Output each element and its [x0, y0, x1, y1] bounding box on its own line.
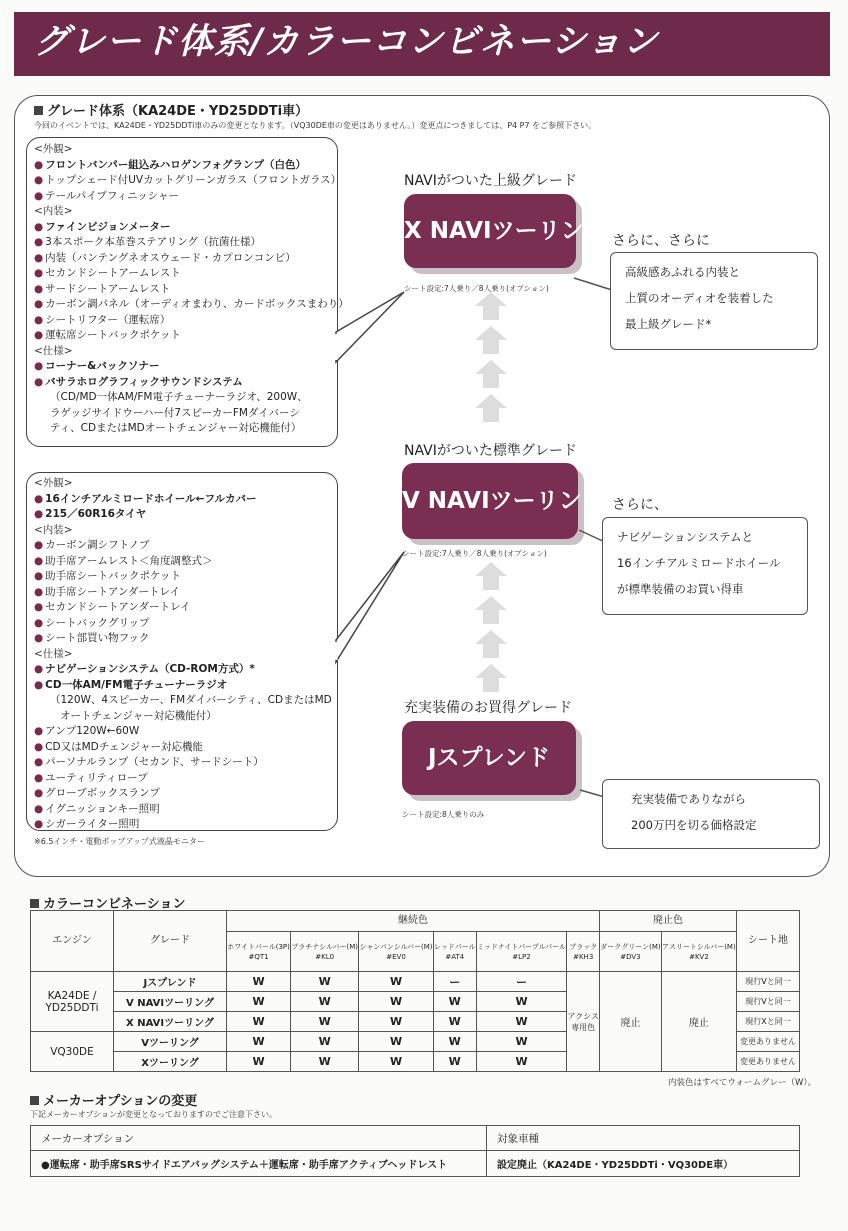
grade-section-title: グレード体系（KA24DE・YD25DDTi車）: [34, 100, 308, 119]
callout-x-line: 最上級グレード*: [625, 317, 712, 331]
color-cell: W: [476, 1012, 567, 1032]
th-discontinued: 廃止色: [600, 911, 737, 932]
callout-j-line: 充実装備でありながら: [631, 792, 746, 806]
color-cell: W: [359, 992, 434, 1012]
v-navi-features-list: [34, 476, 332, 833]
feature-line: <仕様>: [34, 647, 73, 660]
bullet-icon: ●: [34, 771, 44, 784]
bullet-icon: ●: [34, 282, 44, 295]
grade-cell: Vツーリング: [114, 1032, 227, 1052]
color-cell: W: [359, 1052, 434, 1072]
feature-line: ● カーボン調パネル（オーディオまわり、カードボックスまわり）: [34, 298, 349, 310]
th-color: アスリートシルバー(M) #KV2: [661, 932, 736, 972]
color-cell: ー: [476, 972, 567, 992]
color-cell: W: [476, 1052, 567, 1072]
grade-cell: Xツーリング: [114, 1052, 227, 1072]
th-color: レッドパール #AT4: [433, 932, 476, 972]
bullet-icon: ●: [34, 818, 44, 830]
bullet-icon: ●: [34, 632, 44, 644]
bullet-icon: ●: [34, 508, 44, 520]
feature-line: （CD/MD一体AM/FM電子チューナーラジオ、200W、: [50, 391, 308, 403]
grade-x-label: NAVIがついた上級グレード: [404, 173, 577, 189]
option-target: 設定廃止（KA24DE・YD25DDTi・VQ30DE車）: [487, 1151, 800, 1177]
maker-option-table: [30, 1125, 800, 1177]
feature-line: ● パーソナルランプ（セカンド、サードシート）: [34, 756, 264, 768]
bullet-icon: ●: [34, 267, 44, 279]
feature-line: ● テールパイプフィニッシャー: [34, 189, 179, 202]
seat-cell: 現行Xと同一: [737, 1012, 800, 1032]
feature-line: <内装>: [34, 523, 73, 536]
color-cell: W: [227, 1052, 291, 1072]
color-cell: W: [227, 1032, 291, 1052]
option-section-note: 下記メーカーオプションが変更となっておりますのでご注意下さい。: [30, 1110, 277, 1119]
bullet-icon: ●: [34, 678, 44, 691]
bullet-icon: ●: [34, 554, 44, 567]
callout-x-line: 上質のオーディオを装着した: [625, 291, 774, 305]
grade-v-navi-touring: V NAVIツーリング: [402, 463, 578, 539]
callout-j-box: [602, 779, 820, 849]
callout-v-line: ナビゲーションシステムと: [617, 530, 754, 544]
option-item: ●運転席・助手席SRSサイドエアバッグシステム＋運転席・助手席アクティブヘッドレスト: [31, 1151, 487, 1177]
callout-x-box: [610, 252, 818, 350]
th-color: ダークグリーン(M) #DV3: [600, 932, 662, 972]
seat-cell: 変更ありません: [737, 1032, 800, 1052]
feature-line: ● セカンドシートアームレスト: [34, 267, 181, 279]
bullet-icon: ●: [34, 787, 44, 799]
th-color: プラチナシルバー(M) #KL0: [291, 932, 359, 972]
feature-line: ● 16インチアルミロードホイール←フルカバー: [34, 492, 257, 505]
feature-line: ● 3本スポーク本革巻ステアリング（抗菌仕様）: [34, 236, 262, 248]
grade-x-seat: シート設定:7人乗り／8人乗り(オプション): [404, 284, 549, 293]
grade-v-label: NAVIがついた標準グレード: [404, 443, 577, 459]
engine-cell: VQ30DE: [31, 1032, 114, 1072]
grade-v-seat: シート設定:7人乗り／8人乗り(オプション): [402, 549, 547, 558]
bullet-icon: ●: [34, 539, 44, 551]
feature-line: ● バサラホログラフィックサウンドシステム: [34, 375, 243, 388]
feature-line: ● シートバックグリップ: [34, 616, 150, 629]
th-color: ホワイトパール(3P) #QT1: [227, 932, 291, 972]
feature-line: ● 運転席シートバックポケット: [34, 329, 181, 341]
upgrade-arrows-upper: [475, 292, 507, 422]
feature-line: ● シートリフター（運転席）: [34, 313, 171, 326]
feature-line: <外観>: [34, 477, 73, 489]
bullet-icon: ●: [34, 492, 44, 505]
color-cell: W: [433, 1012, 476, 1032]
feature-line: ● CD一体AM/FM電子チューナーラジオ: [34, 678, 228, 691]
feature-line: ● カーボン調シフトノブ: [34, 539, 150, 551]
feature-line: ● コーナー&バックソナー: [34, 360, 160, 372]
bullet-icon: ●: [34, 740, 44, 753]
bullet-icon: ●: [34, 616, 44, 629]
x-navi-features-list: [34, 142, 349, 437]
discontinued-cell: 廃止: [661, 972, 736, 1072]
feature-line: ● アンプ120W←60W: [34, 725, 140, 737]
bullet-icon: ●: [34, 601, 44, 613]
feature-line: ● ナビゲーションシステム（CD-ROM方式）*: [34, 663, 255, 675]
feature-line: ● 助手席アームレスト＜角度調整式＞: [34, 554, 213, 567]
th-target: 対象車種: [487, 1126, 800, 1151]
bullet-icon: ●: [34, 251, 44, 264]
bullet-icon: ●: [34, 189, 44, 202]
callout-x-line: 高級感あふれる内装と: [625, 265, 740, 279]
callout-v-line: 16インチアルミロードホイール: [617, 556, 781, 570]
th-engine: エンジン: [31, 911, 114, 972]
discontinued-cell: 廃止: [600, 972, 662, 1072]
color-cell: ー: [433, 972, 476, 992]
bullet-icon: ●: [34, 756, 44, 768]
grade-x-navi-touring: X NAVIツーリング: [404, 194, 576, 268]
bullet-icon: ●: [34, 802, 44, 815]
feature-line: ● 215／60R16タイヤ: [34, 508, 147, 520]
th-color: ブラック #KH3: [567, 932, 600, 972]
feature-line: ● サードシートアームレスト: [34, 282, 171, 295]
feature-line: ● ユーティリティロープ: [34, 771, 148, 784]
grade-j-label: 充実装備のお買得グレード: [404, 700, 572, 716]
color-cell: W: [291, 1012, 359, 1032]
engine-cell: KA24DE / YD25DDTi: [31, 972, 114, 1032]
bullet-icon: ●: [34, 298, 44, 310]
feature-line: ● 助手席シートアンダートレイ: [34, 585, 180, 598]
grade-j-splend: Jスプレンド: [402, 721, 576, 795]
option-section-title: メーカーオプションの変更: [30, 1090, 197, 1109]
color-cell: W: [359, 1032, 434, 1052]
color-combination-table: [30, 910, 800, 1072]
color-cell: W: [291, 1052, 359, 1072]
bullet-icon: ●: [34, 663, 44, 675]
th-color: ミッドナイトパープルパール #LP2: [476, 932, 567, 972]
seat-cell: 現行Vと同一: [737, 972, 800, 992]
feature-line: <内装>: [34, 205, 73, 217]
color-cell: W: [476, 1032, 567, 1052]
bullet-icon: ●: [34, 236, 44, 248]
bullet-icon: ●: [34, 375, 44, 388]
feature-line: ● 内装（バンテングネオスウェード・カプロンコンビ）: [34, 251, 296, 264]
feature-line: ● 助手席シートバックポケット: [34, 570, 181, 582]
th-option: メーカーオプション: [31, 1126, 487, 1151]
feature-line: ● グローブボックスランプ: [34, 787, 161, 799]
bullet-icon: ●: [34, 329, 44, 341]
feature-line: ラゲッジサイドウーハー付7スピーカーFMダイバーシ: [50, 406, 300, 419]
color-cell: W: [291, 1032, 359, 1052]
black-color-cell: アクシス 専用色: [567, 972, 600, 1072]
color-footer: 内装色はすべてウォームグレー（W）。: [668, 1078, 817, 1088]
upgrade-arrows-lower: [475, 562, 507, 692]
th-seat: シート地: [737, 911, 800, 972]
feature-line: <仕様>: [34, 344, 73, 357]
grade-j-seat: シート設定:8人乗りのみ: [402, 810, 485, 819]
color-cell: W: [476, 992, 567, 1012]
color-cell: W: [359, 1012, 434, 1032]
bullet-icon: ●: [34, 220, 44, 233]
grade-cell: Jスプレンド: [114, 972, 227, 992]
pointer-wedge-2: [330, 550, 410, 670]
seat-cell: 現行Vと同一: [737, 992, 800, 1012]
feature-line: ● イグニッションキー照明: [34, 802, 160, 815]
feature-line: ● シガーライター照明: [34, 818, 140, 830]
color-cell: W: [433, 1032, 476, 1052]
feature-line: ● トップシェード付UVカットグリーンガラス（フロントガラス）: [34, 174, 342, 186]
bullet-icon: ●: [34, 313, 44, 326]
color-cell: W: [433, 992, 476, 1012]
page-title: グレード体系/カラーコンビネーション: [34, 22, 659, 62]
callout-j-line: 200万円を切る価格設定: [631, 818, 757, 832]
feature-line: （120W、4スピーカー、FMダイバーシティ、CDまたはMD: [50, 694, 332, 706]
th-continue: 継続色: [227, 911, 600, 932]
th-color: シャンパンシルバー(M) #EV0: [359, 932, 434, 972]
bullet-icon: ●: [34, 360, 44, 372]
seat-cell: 変更ありません: [737, 1052, 800, 1072]
callout-v-line: が標準装備のお買い得車: [617, 582, 744, 596]
table-row: [31, 972, 800, 992]
callout-x-head: さらに、さらに: [612, 233, 710, 249]
bullet-icon: ●: [34, 158, 44, 171]
color-cell: W: [359, 972, 434, 992]
feature-line: <外観>: [34, 143, 73, 155]
color-cell: W: [227, 1012, 291, 1032]
bullet-icon: ●: [34, 570, 44, 582]
pointer-wedge-1: [330, 290, 410, 380]
feature-line: オートチェンジャー対応機能付）: [60, 709, 217, 722]
grade-cell: V NAVIツーリング: [114, 992, 227, 1012]
feature-line: ティ、CDまたはMDオートチェンジャー対応機能付）: [50, 422, 302, 434]
callout-v-box: [602, 517, 808, 615]
feature-line: ● シート部買い物フック: [34, 632, 150, 644]
color-cell: W: [433, 1052, 476, 1072]
bullet-icon: ●: [34, 725, 44, 737]
grade-cell: X NAVIツーリング: [114, 1012, 227, 1032]
feature-line: ● フロントバンパー組込みハロゲンフォグランプ（白色）: [34, 158, 306, 171]
feature-line: ● CD又はMDチェンジャー対応機能: [34, 740, 203, 753]
callout-v-head: さらに、: [612, 497, 668, 513]
color-cell: W: [227, 972, 291, 992]
bullet-icon: ●: [34, 585, 44, 598]
feature-line: ● セカンドシートアンダートレイ: [34, 601, 191, 613]
color-section-title: カラーコンビネーション: [30, 893, 185, 912]
feature-line: ● ファインビジョンメーター: [34, 220, 171, 233]
bullet-icon: ●: [34, 174, 44, 186]
th-grade: グレード: [114, 911, 227, 972]
color-cell: W: [291, 992, 359, 1012]
color-cell: W: [291, 972, 359, 992]
color-cell: W: [227, 992, 291, 1012]
grade-section-note: 今回のイベントでは、KA24DE・YD25DDTi車のみの変更となります。（VQ30DE車の変更はありません。）変更点につきましては、P4 P7 をご参照下さい。: [34, 121, 597, 130]
footnote: ※6.5インチ・電動ポップアップ式液晶モニター: [34, 837, 205, 846]
